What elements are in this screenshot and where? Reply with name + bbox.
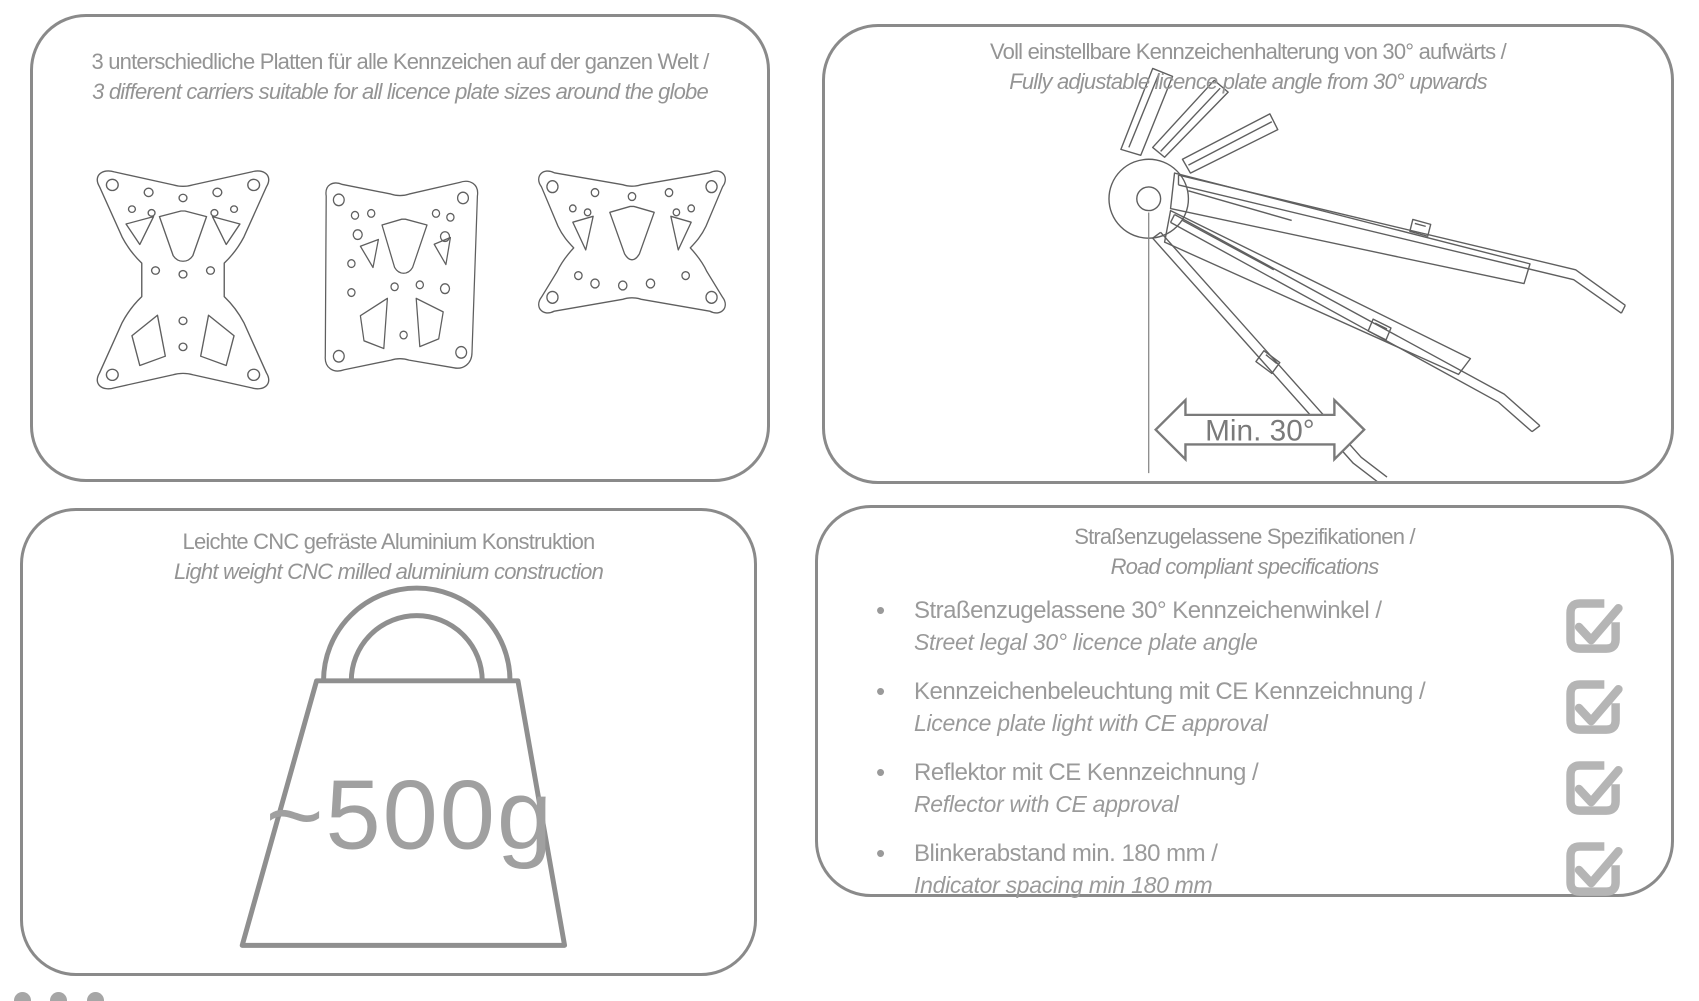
specs-title-de: Straßenzugelassene Spezifikationen /: [1074, 524, 1415, 549]
panel-weight: [20, 508, 757, 976]
angle-title-en: Fully adjustable licence plate angle from 30° upwards: [1009, 69, 1487, 94]
angle-title-de: Voll einstellbare Kennzeichenhalterung von 30° aufwärts /: [989, 39, 1506, 64]
spec-en: Indicator spacing min 180 mm: [914, 872, 1213, 898]
specs-title-en: Road compliant specifications: [1110, 554, 1379, 579]
min-30-label: Min. 30°: [1205, 414, 1315, 448]
pagination-dot[interactable]: [14, 992, 31, 1001]
spec-row: [876, 596, 1625, 658]
spec-row: [876, 839, 1625, 901]
plate-silhouettes: [1165, 173, 1530, 374]
spec-de: Kennzeichenbeleuchtung mit CE Kennzeichnung /: [914, 678, 1426, 705]
spec-row: [876, 758, 1625, 820]
angle-title: [825, 27, 1671, 97]
bullet-icon: •: [876, 676, 886, 706]
pagination-dot[interactable]: [50, 992, 67, 1001]
weight-title-de: Leichte CNC gefräste Aluminium Konstruktion: [182, 529, 595, 554]
bullet-icon: •: [876, 595, 886, 625]
pagination-dot[interactable]: [87, 992, 104, 1001]
checkbox-checked-icon: [1563, 758, 1625, 820]
checkbox-checked-icon: [1563, 596, 1625, 658]
spec-en: Licence plate light with CE approval: [914, 710, 1268, 736]
spec-en: Street legal 30° licence plate angle: [914, 629, 1258, 655]
weight-title: [23, 511, 754, 587]
spec-de: Reflektor mit CE Kennzeichnung /: [914, 759, 1259, 786]
panel-specs: [815, 505, 1674, 897]
panel-angle: [822, 24, 1674, 484]
checkbox-checked-icon: [1563, 677, 1625, 739]
carrier-plate-2-icon: [301, 169, 499, 391]
bullet-icon: •: [876, 757, 886, 787]
spec-row: [876, 677, 1625, 739]
carriers-title: [33, 17, 767, 107]
weight-title-en: Light weight CNC milled aluminium construction: [173, 559, 604, 584]
panel-carriers: [30, 14, 770, 482]
checkbox-checked-icon: [1563, 839, 1625, 901]
carrier-plate-1-icon: [75, 157, 291, 399]
carriers-title-en: 3 different carriers suitable for all licence plate sizes around the globe: [92, 79, 708, 104]
bullet-icon: •: [876, 838, 886, 868]
spec-de: Blinkerabstand min. 180 mm /: [914, 840, 1218, 867]
specs-list: [818, 596, 1671, 901]
min-30-arrow: [1156, 400, 1365, 459]
specs-title: [818, 508, 1671, 582]
spec-en: Reflector with CE approval: [914, 791, 1179, 817]
spec-de: Straßenzugelassene 30° Kennzeichenwinkel /: [914, 597, 1382, 624]
carriers-title-de: 3 unterschiedliche Platten für alle Kennzeichen auf der ganzen Welt /: [91, 49, 709, 74]
carrier-plate-3-icon: [521, 157, 743, 325]
weight-value: ~500g: [265, 758, 555, 870]
